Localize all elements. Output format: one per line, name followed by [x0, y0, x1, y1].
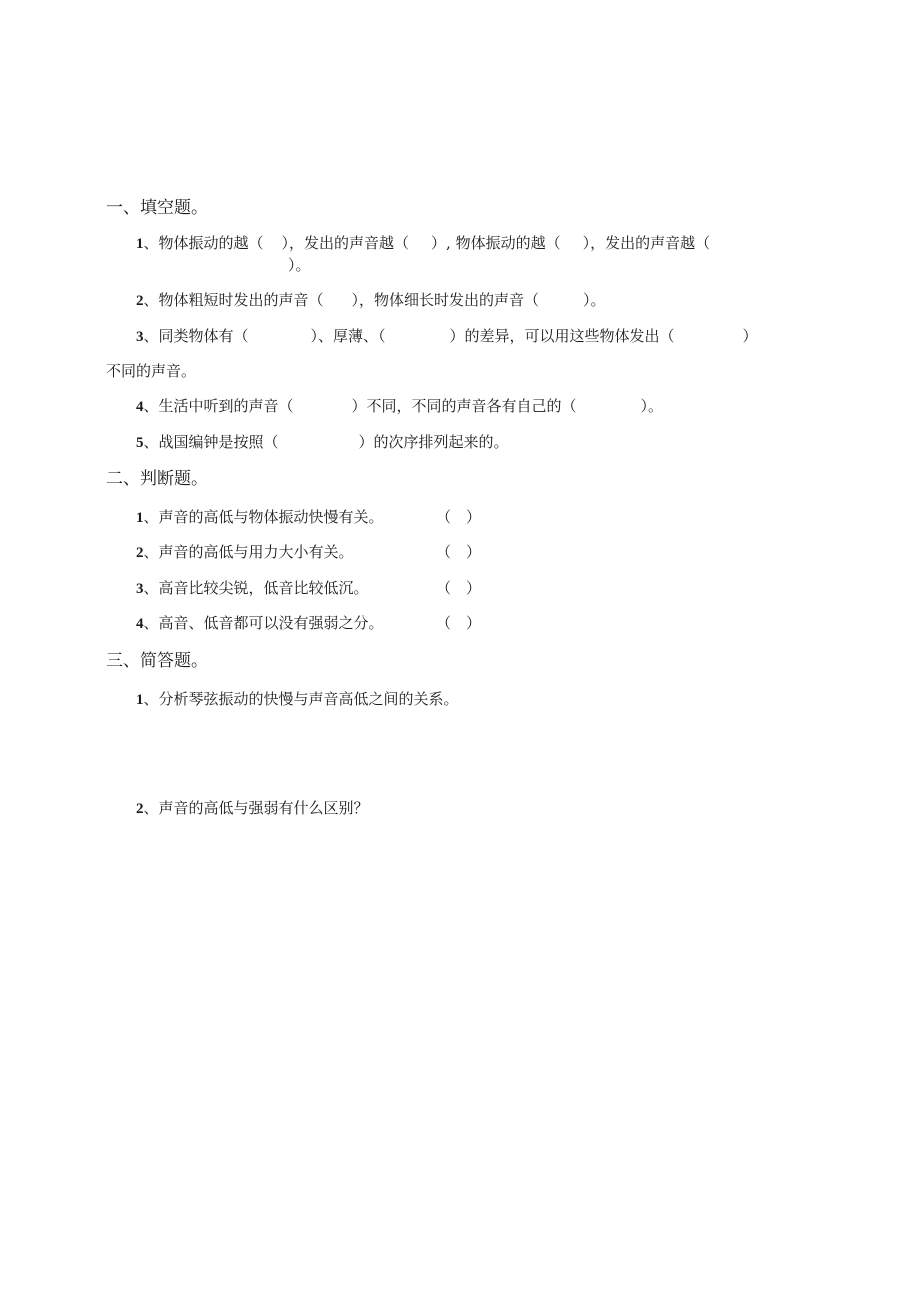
fill-question-3: 3、同类物体有（ ）、厚薄、（ ）的差异，可以用这些物体发出（ ）: [136, 327, 758, 345]
fill-question-1-continued: ）。: [288, 256, 311, 274]
fill-question-4: 4、生活中听到的声音（ ）不同，不同的声音各有自己的（ ）。: [136, 397, 664, 415]
question-number: 5: [136, 435, 144, 451]
question-number: 3: [136, 329, 144, 345]
judge-answer-box-1[interactable]: （ ）: [436, 508, 482, 526]
question-number: 1: [136, 236, 144, 252]
judge-question-2: 2、声音的高低与用力大小有关。: [136, 543, 354, 561]
fill-question-5: 5、战国编钟是按照（ ）的次序排列起来的。: [136, 433, 509, 451]
judge-question-4: 4、高音、低音都可以没有强弱之分。: [136, 614, 384, 632]
section-title-short: 三、简答题。: [106, 651, 208, 671]
question-number: 3: [136, 581, 144, 597]
short-question-1: 1、分析琴弦振动的快慢与声音高低之间的关系。: [136, 690, 459, 708]
question-number: 4: [136, 616, 144, 632]
fill-question-2: 2、物体粗短时发出的声音（ ），物体细长时发出的声音（ ）。: [136, 291, 606, 309]
question-number: 2: [136, 293, 144, 309]
question-number: 1: [136, 510, 144, 526]
fill-question-3-continued: 不同的声音。: [106, 362, 197, 380]
judge-question-3: 3、高音比较尖锐，低音比较低沉。: [136, 579, 369, 597]
question-number: 2: [136, 801, 144, 817]
question-number: 2: [136, 545, 144, 561]
question-number: 4: [136, 399, 144, 415]
fill-question-1: 1、物体振动的越（ ），发出的声音越（ ）, 物体振动的越（ ），发出的声音越（: [136, 234, 711, 252]
question-number: 1: [136, 692, 144, 708]
section-title-fill: 一、填空题。: [106, 198, 208, 218]
short-question-2: 2、声音的高低与强弱有什么区别？: [136, 799, 369, 817]
section-title-judge: 二、判断题。: [106, 469, 208, 489]
judge-answer-box-3[interactable]: （ ）: [436, 579, 482, 597]
judge-answer-box-4[interactable]: （ ）: [436, 614, 482, 632]
judge-question-1: 1、声音的高低与物体振动快慢有关。: [136, 508, 384, 526]
judge-answer-box-2[interactable]: （ ）: [436, 543, 482, 561]
